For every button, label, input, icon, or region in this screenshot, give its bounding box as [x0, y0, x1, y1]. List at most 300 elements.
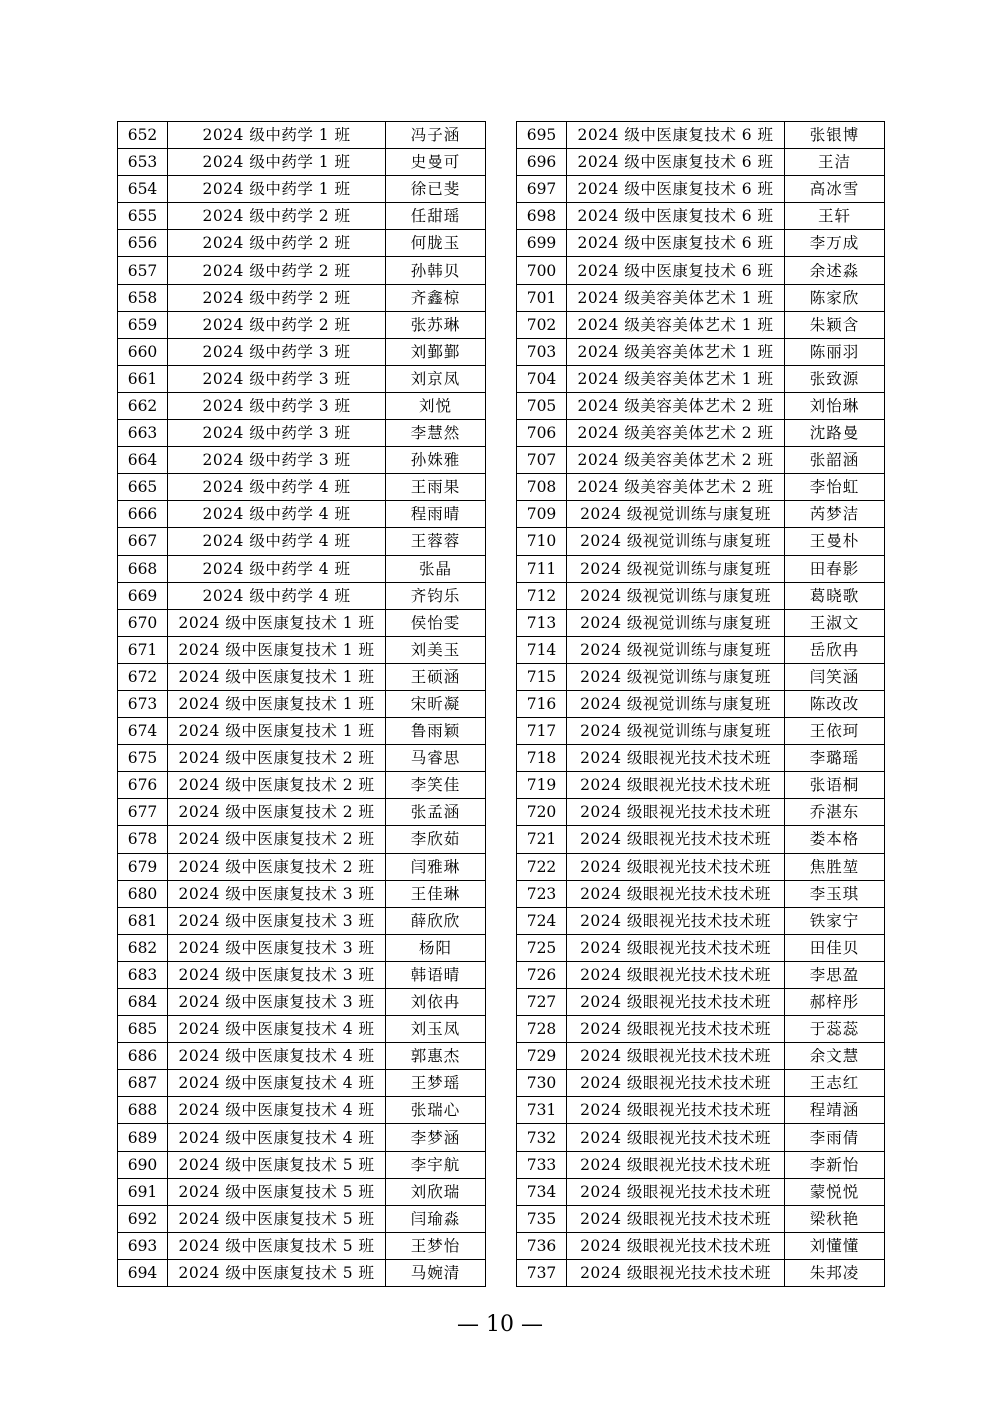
roster-table-right: [516, 121, 885, 1287]
row-number-cell: 706: [517, 420, 567, 447]
table-row: [517, 176, 885, 203]
student-name-cell: 杨阳: [386, 934, 486, 961]
student-name-cell: 孙韩贝: [386, 257, 486, 284]
student-name-cell: 李笑佳: [386, 772, 486, 799]
class-name-cell: 2024 级中医康复技术 3 班: [168, 880, 386, 907]
student-name-cell: 宋昕凝: [386, 690, 486, 717]
row-number-cell: 734: [517, 1178, 567, 1205]
class-name-cell: 2024 级眼视光技术技术班: [567, 1124, 785, 1151]
row-number-cell: 732: [517, 1124, 567, 1151]
table-row: [118, 122, 486, 149]
table-row: [517, 582, 885, 609]
student-name-cell: 娄本格: [785, 826, 885, 853]
table-row: [118, 176, 486, 203]
student-name-cell: 王梦瑶: [386, 1070, 486, 1097]
row-number-cell: 710: [517, 528, 567, 555]
row-number-cell: 716: [517, 690, 567, 717]
class-name-cell: 2024 级眼视光技术技术班: [567, 1043, 785, 1070]
table-row: [118, 1259, 486, 1286]
student-name-cell: 刘懂懂: [785, 1232, 885, 1259]
row-number-cell: 700: [517, 257, 567, 284]
student-name-cell: 郭惠杰: [386, 1043, 486, 1070]
class-name-cell: 2024 级中医康复技术 1 班: [168, 718, 386, 745]
row-number-cell: 655: [118, 203, 168, 230]
table-row: [517, 1070, 885, 1097]
class-name-cell: 2024 级中医康复技术 5 班: [168, 1259, 386, 1286]
student-name-cell: 刘欣瑞: [386, 1178, 486, 1205]
row-number-cell: 726: [517, 961, 567, 988]
row-number-cell: 663: [118, 420, 168, 447]
row-number-cell: 702: [517, 311, 567, 338]
row-number-cell: 711: [517, 555, 567, 582]
student-name-cell: 铁家宁: [785, 907, 885, 934]
student-name-cell: 程靖涵: [785, 1097, 885, 1124]
student-name-cell: 高冰雪: [785, 176, 885, 203]
row-number-cell: 708: [517, 474, 567, 501]
row-number-cell: 713: [517, 609, 567, 636]
student-name-cell: 王淑文: [785, 609, 885, 636]
table-row: [517, 501, 885, 528]
row-number-cell: 733: [517, 1151, 567, 1178]
student-name-cell: 闫瑜淼: [386, 1205, 486, 1232]
class-name-cell: 2024 级眼视光技术技术班: [567, 961, 785, 988]
student-name-cell: 刘玉凤: [386, 1016, 486, 1043]
table-row: [118, 799, 486, 826]
class-name-cell: 2024 级中医康复技术 4 班: [168, 1016, 386, 1043]
table-row: [517, 934, 885, 961]
row-number-cell: 714: [517, 636, 567, 663]
table-row: [517, 1097, 885, 1124]
table-row: [118, 1070, 486, 1097]
class-name-cell: 2024 级美容美体艺术 1 班: [567, 365, 785, 392]
table-row: [118, 528, 486, 555]
table-row: [517, 663, 885, 690]
class-name-cell: 2024 级眼视光技术技术班: [567, 853, 785, 880]
table-row: [517, 203, 885, 230]
row-number-cell: 670: [118, 609, 168, 636]
class-name-cell: 2024 级美容美体艺术 2 班: [567, 474, 785, 501]
class-name-cell: 2024 级中药学 3 班: [168, 392, 386, 419]
table-row: [517, 122, 885, 149]
class-name-cell: 2024 级眼视光技术技术班: [567, 989, 785, 1016]
row-number-cell: 664: [118, 447, 168, 474]
student-name-cell: 韩语晴: [386, 961, 486, 988]
class-name-cell: 2024 级中医康复技术 3 班: [168, 907, 386, 934]
class-name-cell: 2024 级美容美体艺术 1 班: [567, 338, 785, 365]
row-number-cell: 721: [517, 826, 567, 853]
student-name-cell: 王曼朴: [785, 528, 885, 555]
student-name-cell: 焦胜堃: [785, 853, 885, 880]
student-name-cell: 田佳贝: [785, 934, 885, 961]
class-name-cell: 2024 级中医康复技术 5 班: [168, 1151, 386, 1178]
student-name-cell: 何胧玉: [386, 230, 486, 257]
student-name-cell: 孙姝雅: [386, 447, 486, 474]
student-name-cell: 刘悦: [386, 392, 486, 419]
student-name-cell: 王蓉蓉: [386, 528, 486, 555]
table-row: [118, 989, 486, 1016]
table-row: [118, 1043, 486, 1070]
table-row: [118, 230, 486, 257]
table-row: [118, 961, 486, 988]
student-name-cell: 任甜瑶: [386, 203, 486, 230]
row-number-cell: 725: [517, 934, 567, 961]
class-name-cell: 2024 级中药学 4 班: [168, 555, 386, 582]
student-name-cell: 陈家欣: [785, 284, 885, 311]
table-row: [118, 907, 486, 934]
student-name-cell: 蒙悦悦: [785, 1178, 885, 1205]
student-name-cell: 刘依冉: [386, 989, 486, 1016]
page-number: — 10 —: [457, 1312, 543, 1337]
class-name-cell: 2024 级视觉训练与康复班: [567, 718, 785, 745]
table-row: [517, 853, 885, 880]
class-name-cell: 2024 级美容美体艺术 2 班: [567, 392, 785, 419]
table-row: [517, 311, 885, 338]
student-name-cell: 李新怡: [785, 1151, 885, 1178]
table-row: [118, 1016, 486, 1043]
class-name-cell: 2024 级中医康复技术 5 班: [168, 1232, 386, 1259]
class-name-cell: 2024 级中药学 1 班: [168, 122, 386, 149]
class-name-cell: 2024 级视觉训练与康复班: [567, 555, 785, 582]
class-name-cell: 2024 级眼视光技术技术班: [567, 907, 785, 934]
student-name-cell: 张晶: [386, 555, 486, 582]
class-name-cell: 2024 级视觉训练与康复班: [567, 636, 785, 663]
row-number-cell: 712: [517, 582, 567, 609]
table-row: [517, 961, 885, 988]
table-row: [118, 257, 486, 284]
table-row: [118, 880, 486, 907]
row-number-cell: 735: [517, 1205, 567, 1232]
row-number-cell: 719: [517, 772, 567, 799]
row-number-cell: 685: [118, 1016, 168, 1043]
student-name-cell: 齐鑫椋: [386, 284, 486, 311]
class-name-cell: 2024 级中药学 2 班: [168, 230, 386, 257]
student-name-cell: 李玉琪: [785, 880, 885, 907]
row-number-cell: 693: [118, 1232, 168, 1259]
table-row: [118, 203, 486, 230]
student-name-cell: 王梦怡: [386, 1232, 486, 1259]
table-row: [517, 1043, 885, 1070]
class-name-cell: 2024 级中医康复技术 5 班: [168, 1205, 386, 1232]
row-number-cell: 671: [118, 636, 168, 663]
student-name-cell: 芮梦洁: [785, 501, 885, 528]
roster-table-left: [117, 121, 486, 1287]
student-name-cell: 王洁: [785, 149, 885, 176]
row-number-cell: 667: [118, 528, 168, 555]
student-name-cell: 王志红: [785, 1070, 885, 1097]
class-name-cell: 2024 级美容美体艺术 2 班: [567, 420, 785, 447]
row-number-cell: 691: [118, 1178, 168, 1205]
table-row: [118, 392, 486, 419]
student-name-cell: 张致源: [785, 365, 885, 392]
table-row: [517, 1259, 885, 1286]
row-number-cell: 673: [118, 690, 168, 717]
table-row: [118, 149, 486, 176]
row-number-cell: 701: [517, 284, 567, 311]
class-name-cell: 2024 级眼视光技术技术班: [567, 1259, 785, 1286]
table-row: [517, 907, 885, 934]
row-number-cell: 686: [118, 1043, 168, 1070]
student-name-cell: 陈丽羽: [785, 338, 885, 365]
table-row: [118, 745, 486, 772]
class-name-cell: 2024 级视觉训练与康复班: [567, 609, 785, 636]
row-number-cell: 682: [118, 934, 168, 961]
student-name-cell: 程雨晴: [386, 501, 486, 528]
table-row: [118, 1205, 486, 1232]
class-name-cell: 2024 级中医康复技术 2 班: [168, 799, 386, 826]
class-name-cell: 2024 级视觉训练与康复班: [567, 582, 785, 609]
class-name-cell: 2024 级中医康复技术 3 班: [168, 989, 386, 1016]
student-name-cell: 齐钧乐: [386, 582, 486, 609]
row-number-cell: 723: [517, 880, 567, 907]
class-name-cell: 2024 级中医康复技术 6 班: [567, 257, 785, 284]
row-number-cell: 684: [118, 989, 168, 1016]
student-name-cell: 刘怡琳: [785, 392, 885, 419]
class-name-cell: 2024 级眼视光技术技术班: [567, 1151, 785, 1178]
table-row: [517, 1151, 885, 1178]
student-name-cell: 李慧然: [386, 420, 486, 447]
student-name-cell: 马睿思: [386, 745, 486, 772]
table-row: [118, 284, 486, 311]
row-number-cell: 674: [118, 718, 168, 745]
student-name-cell: 李梦涵: [386, 1124, 486, 1151]
table-row: [118, 501, 486, 528]
student-name-cell: 薛欣欣: [386, 907, 486, 934]
table-row: [118, 1232, 486, 1259]
row-number-cell: 737: [517, 1259, 567, 1286]
student-name-cell: 刘美玉: [386, 636, 486, 663]
student-name-cell: 刘鄞鄞: [386, 338, 486, 365]
row-number-cell: 657: [118, 257, 168, 284]
class-name-cell: 2024 级中医康复技术 2 班: [168, 853, 386, 880]
row-number-cell: 709: [517, 501, 567, 528]
class-name-cell: 2024 级中药学 4 班: [168, 474, 386, 501]
class-name-cell: 2024 级视觉训练与康复班: [567, 501, 785, 528]
class-name-cell: 2024 级中医康复技术 4 班: [168, 1070, 386, 1097]
row-number-cell: 688: [118, 1097, 168, 1124]
row-number-cell: 672: [118, 663, 168, 690]
class-name-cell: 2024 级中医康复技术 1 班: [168, 690, 386, 717]
table-row: [517, 880, 885, 907]
class-name-cell: 2024 级中药学 1 班: [168, 176, 386, 203]
class-name-cell: 2024 级中药学 2 班: [168, 203, 386, 230]
table-row: [517, 149, 885, 176]
table-row: [517, 284, 885, 311]
class-name-cell: 2024 级视觉训练与康复班: [567, 690, 785, 717]
class-name-cell: 2024 级中医康复技术 5 班: [168, 1178, 386, 1205]
class-name-cell: 2024 级中医康复技术 4 班: [168, 1124, 386, 1151]
row-number-cell: 675: [118, 745, 168, 772]
student-name-cell: 李思盈: [785, 961, 885, 988]
class-name-cell: 2024 级中药学 1 班: [168, 149, 386, 176]
table-row: [118, 365, 486, 392]
student-name-cell: 张苏琳: [386, 311, 486, 338]
row-number-cell: 724: [517, 907, 567, 934]
student-name-cell: 李宇航: [386, 1151, 486, 1178]
row-number-cell: 662: [118, 392, 168, 419]
row-number-cell: 656: [118, 230, 168, 257]
row-number-cell: 697: [517, 176, 567, 203]
student-name-cell: 岳欣冉: [785, 636, 885, 663]
class-name-cell: 2024 级眼视光技术技术班: [567, 826, 785, 853]
student-name-cell: 王硕涵: [386, 663, 486, 690]
table-row: [517, 1205, 885, 1232]
row-number-cell: 653: [118, 149, 168, 176]
table-row: [517, 257, 885, 284]
class-name-cell: 2024 级中医康复技术 4 班: [168, 1097, 386, 1124]
class-name-cell: 2024 级中医康复技术 6 班: [567, 176, 785, 203]
table-row: [517, 745, 885, 772]
student-name-cell: 于蕊蕊: [785, 1016, 885, 1043]
row-number-cell: 695: [517, 122, 567, 149]
student-name-cell: 李欣茹: [386, 826, 486, 853]
class-name-cell: 2024 级中药学 3 班: [168, 338, 386, 365]
row-number-cell: 661: [118, 365, 168, 392]
row-number-cell: 736: [517, 1232, 567, 1259]
class-name-cell: 2024 级中医康复技术 2 班: [168, 772, 386, 799]
student-name-cell: 张语桐: [785, 772, 885, 799]
class-name-cell: 2024 级中药学 4 班: [168, 582, 386, 609]
row-number-cell: 687: [118, 1070, 168, 1097]
row-number-cell: 689: [118, 1124, 168, 1151]
student-name-cell: 刘京凤: [386, 365, 486, 392]
class-name-cell: 2024 级中医康复技术 2 班: [168, 745, 386, 772]
row-number-cell: 715: [517, 663, 567, 690]
row-number-cell: 659: [118, 311, 168, 338]
class-name-cell: 2024 级中药学 2 班: [168, 284, 386, 311]
student-name-cell: 朱颖含: [785, 311, 885, 338]
row-number-cell: 698: [517, 203, 567, 230]
class-name-cell: 2024 级眼视光技术技术班: [567, 772, 785, 799]
class-name-cell: 2024 级眼视光技术技术班: [567, 745, 785, 772]
row-number-cell: 680: [118, 880, 168, 907]
class-name-cell: 2024 级中医康复技术 4 班: [168, 1043, 386, 1070]
student-name-cell: 陈改改: [785, 690, 885, 717]
student-name-cell: 王依珂: [785, 718, 885, 745]
row-number-cell: 699: [517, 230, 567, 257]
table-row: [517, 1016, 885, 1043]
row-number-cell: 703: [517, 338, 567, 365]
class-name-cell: 2024 级美容美体艺术 2 班: [567, 447, 785, 474]
class-name-cell: 2024 级眼视光技术技术班: [567, 1178, 785, 1205]
row-number-cell: 658: [118, 284, 168, 311]
class-name-cell: 2024 级视觉训练与康复班: [567, 528, 785, 555]
class-name-cell: 2024 级眼视光技术技术班: [567, 934, 785, 961]
table-row: [118, 420, 486, 447]
table-row: [517, 528, 885, 555]
class-name-cell: 2024 级中药学 4 班: [168, 501, 386, 528]
student-name-cell: 侯怡雯: [386, 609, 486, 636]
class-name-cell: 2024 级眼视光技术技术班: [567, 799, 785, 826]
student-name-cell: 马婉清: [386, 1259, 486, 1286]
student-name-cell: 李雨倩: [785, 1124, 885, 1151]
class-name-cell: 2024 级中医康复技术 3 班: [168, 934, 386, 961]
table-row: [517, 609, 885, 636]
table-row: [517, 447, 885, 474]
student-name-cell: 史曼可: [386, 149, 486, 176]
table-row: [517, 474, 885, 501]
row-number-cell: 660: [118, 338, 168, 365]
table-row: [118, 663, 486, 690]
class-name-cell: 2024 级中医康复技术 1 班: [168, 663, 386, 690]
student-name-cell: 闫笑涵: [785, 663, 885, 690]
row-number-cell: 677: [118, 799, 168, 826]
table-row: [118, 934, 486, 961]
row-number-cell: 707: [517, 447, 567, 474]
row-number-cell: 666: [118, 501, 168, 528]
student-name-cell: 余文慧: [785, 1043, 885, 1070]
table-row: [118, 772, 486, 799]
roster-table-right-body: [517, 122, 885, 1287]
row-number-cell: 717: [517, 718, 567, 745]
class-name-cell: 2024 级中医康复技术 3 班: [168, 961, 386, 988]
table-row: [118, 338, 486, 365]
row-number-cell: 704: [517, 365, 567, 392]
table-row: [118, 1124, 486, 1151]
class-name-cell: 2024 级中医康复技术 6 班: [567, 230, 785, 257]
table-row: [118, 1097, 486, 1124]
table-row: [118, 718, 486, 745]
row-number-cell: 652: [118, 122, 168, 149]
student-name-cell: 王佳琳: [386, 880, 486, 907]
table-row: [118, 311, 486, 338]
row-number-cell: 678: [118, 826, 168, 853]
table-row: [118, 582, 486, 609]
student-name-cell: 李怡虹: [785, 474, 885, 501]
table-row: [517, 420, 885, 447]
student-name-cell: 闫雅琳: [386, 853, 486, 880]
class-name-cell: 2024 级中药学 3 班: [168, 365, 386, 392]
student-name-cell: 鲁雨颖: [386, 718, 486, 745]
table-row: [517, 826, 885, 853]
student-name-cell: 张孟涵: [386, 799, 486, 826]
class-name-cell: 2024 级中药学 2 班: [168, 257, 386, 284]
row-number-cell: 654: [118, 176, 168, 203]
table-row: [517, 1124, 885, 1151]
table-row: [517, 718, 885, 745]
table-row: [118, 690, 486, 717]
row-number-cell: 731: [517, 1097, 567, 1124]
row-number-cell: 727: [517, 989, 567, 1016]
class-name-cell: 2024 级眼视光技术技术班: [567, 880, 785, 907]
student-name-cell: 沈路曼: [785, 420, 885, 447]
table-row: [517, 799, 885, 826]
row-number-cell: 718: [517, 745, 567, 772]
row-number-cell: 669: [118, 582, 168, 609]
table-row: [118, 636, 486, 663]
row-number-cell: 692: [118, 1205, 168, 1232]
student-name-cell: 张银博: [785, 122, 885, 149]
row-number-cell: 683: [118, 961, 168, 988]
row-number-cell: 705: [517, 392, 567, 419]
student-name-cell: 葛晓歌: [785, 582, 885, 609]
row-number-cell: 728: [517, 1016, 567, 1043]
class-name-cell: 2024 级中药学 2 班: [168, 311, 386, 338]
row-number-cell: 676: [118, 772, 168, 799]
table-row: [517, 230, 885, 257]
student-name-cell: 梁秋艳: [785, 1205, 885, 1232]
table-row: [118, 1178, 486, 1205]
roster-table-left-body: [118, 122, 486, 1287]
table-row: [517, 555, 885, 582]
table-row: [517, 690, 885, 717]
table-row: [517, 772, 885, 799]
class-name-cell: 2024 级中医康复技术 1 班: [168, 636, 386, 663]
student-name-cell: 乔湛东: [785, 799, 885, 826]
student-name-cell: 余述淼: [785, 257, 885, 284]
row-number-cell: 720: [517, 799, 567, 826]
table-row: [118, 1151, 486, 1178]
student-name-cell: 田春影: [785, 555, 885, 582]
